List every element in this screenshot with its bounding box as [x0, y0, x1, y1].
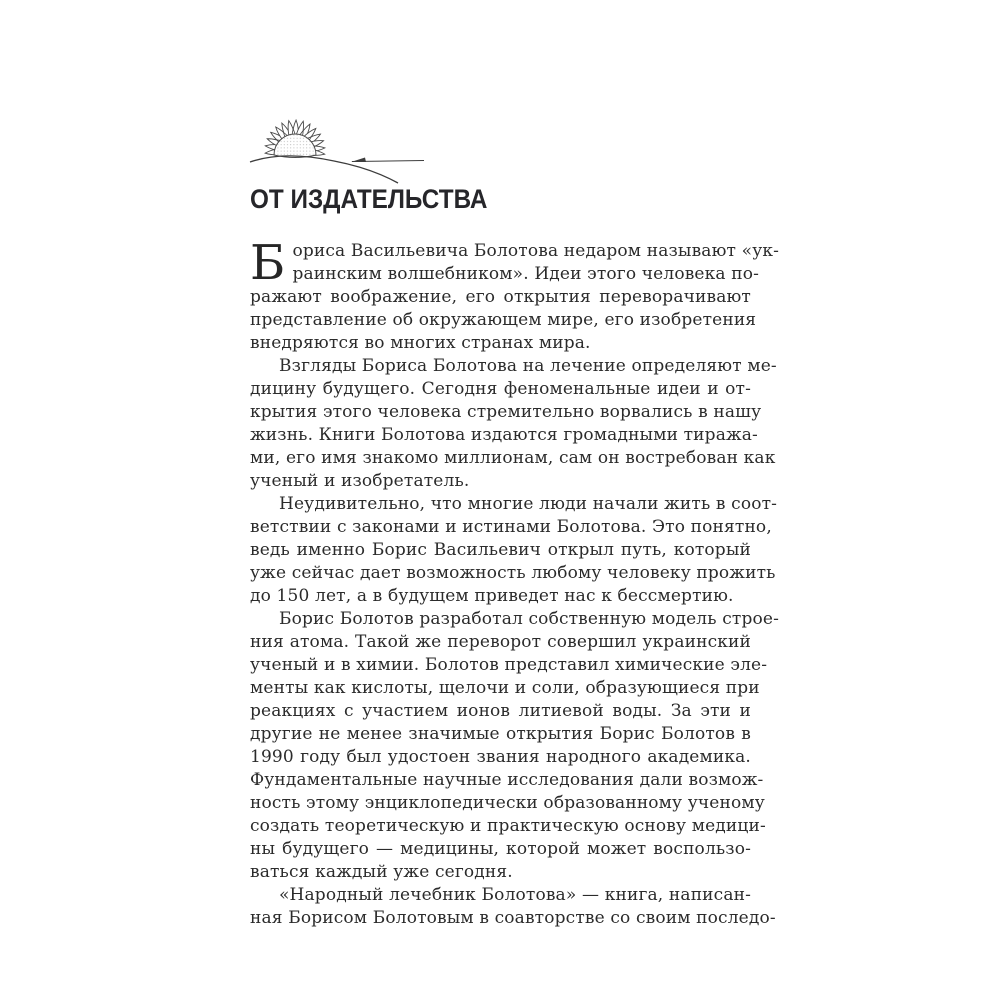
drop-cap: Б — [250, 235, 286, 291]
text-line: ориса Васильевича Болотова недаром называют «ук- — [292, 241, 780, 261]
text-line: Взгляды Бориса Болотова на лечение определяют ме- — [279, 356, 777, 376]
text-line: 1990 году был удостоен звания народного академика. — [250, 747, 751, 767]
text-line: менты как кислоты, щелочи и соли, образующиеся при — [250, 678, 760, 698]
text-line: Неудивительно, что многие люди начали жить в соот- — [279, 494, 778, 514]
text-line: дицину будущего. Сегодня феноменальные идеи и от- — [250, 379, 751, 399]
text-line: Фундаментальные научные исследования дали возмож- — [250, 770, 764, 790]
text-line: ная Борисом Болотовым в соавторстве со своим последо- — [250, 908, 776, 928]
text-line: ваться каждый уже сегодня. — [250, 862, 513, 882]
text-line: ученый и изобретатель. — [250, 471, 470, 491]
text-line: другие не менее значимые открытия Борис Болотов в — [250, 724, 751, 744]
text-line: уже сейчас дает возможность любому человеку прожить — [250, 563, 776, 583]
text-line: крытия этого человека стремительно ворвались в нашу — [250, 402, 762, 422]
text-line: «Народный лечебник Болотова» — книга, написан- — [279, 885, 751, 905]
text-line: внедряются во многих странах мира. — [250, 333, 591, 353]
paragraph — [250, 493, 778, 608]
text-line: ми, его имя знакомо миллионам, сам он востребован как — [250, 448, 776, 468]
sunflower-illustration — [248, 102, 426, 186]
text-line: ражают воображение, его открытия переворачивают — [250, 287, 751, 307]
page-title: ОТ ИЗДАТЕЛЬСТВА — [250, 184, 488, 214]
paragraph — [250, 608, 779, 884]
text-line: представление об окружающем мире, его изобретения — [250, 310, 757, 330]
paragraph — [250, 235, 780, 355]
horizon-swoosh — [250, 156, 424, 183]
paragraph — [250, 884, 776, 930]
text-line: жизнь. Книги Болотова издаются громадными тиража- — [250, 425, 758, 445]
text-line: Борис Болотов разработал собственную модель строе- — [279, 609, 779, 629]
text-line: ученый и в химии. Болотов представил химические эле- — [250, 655, 768, 675]
paragraph — [250, 355, 777, 493]
text-line: создать теоретическую и практическую основу медици- — [250, 816, 766, 836]
text-line: ны будущего — медицины, которой может воспользо- — [250, 839, 751, 859]
text-line: до 150 лет, а в будущем приведет нас к бессмертию. — [250, 586, 734, 606]
text-line: раинским волшебником». Идеи этого человека по- — [292, 264, 760, 284]
text-line: реакциях с участием ионов литиевой воды. За эти и — [250, 701, 751, 721]
text-line: ведь именно Борис Васильевич открыл путь, который — [250, 540, 751, 560]
text-line: ния атома. Такой же переворот совершил украинский — [250, 632, 751, 652]
text-line: ность этому энциклопедически образованному ученому — [250, 793, 765, 813]
text-line: ветствии с законами и истинами Болотова. Это понятно, — [250, 517, 772, 537]
paragraphs — [250, 235, 780, 930]
